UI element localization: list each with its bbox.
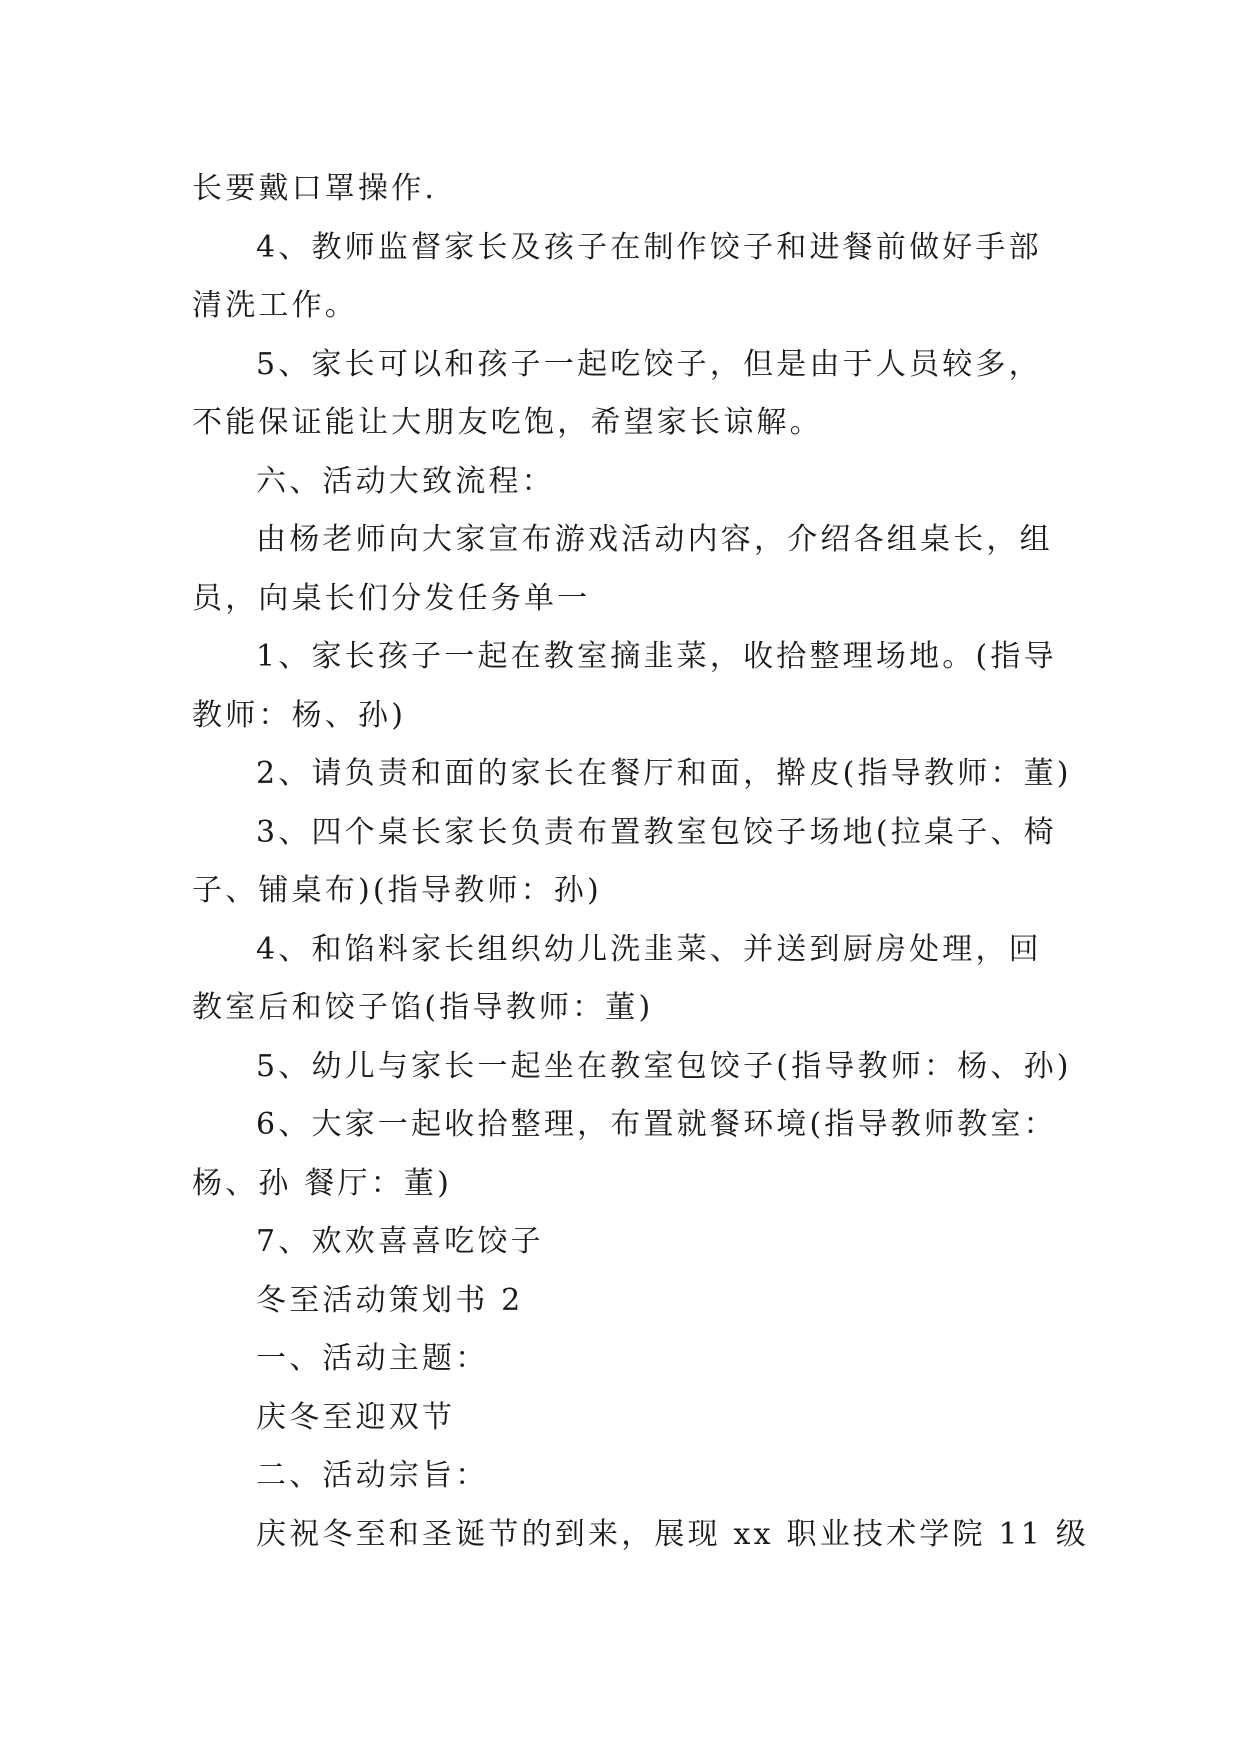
text-line: 5、幼儿与家长一起坐在教室包饺子(指导教师：杨、孙)	[256, 1048, 1072, 1084]
text-line: 庆祝冬至和圣诞节的到来，展现 xx 职业技术学院 11 级	[256, 1516, 1089, 1552]
text-line: 二、活动宗旨：	[256, 1458, 489, 1493]
text-line: 不能保证能让大朋友吃饱，希望家长谅解。	[192, 405, 823, 440]
text-line: 长要戴口罩操作.	[192, 171, 438, 206]
text-line: 六、活动大致流程：	[256, 463, 555, 499]
text-line: 由杨老师向大家宣布游戏活动内容，介绍各组桌长，组	[256, 522, 1053, 557]
text-line: 子、铺桌布)(指导教师：孙)	[192, 873, 602, 908]
text-line: 冬至活动策划书 2	[256, 1282, 524, 1318]
text-line: 2、请负责和面的家长在餐厅和面，擀皮(指导教师：董)	[256, 756, 1072, 791]
text-line: 清洗工作。	[192, 288, 358, 323]
text-line: 3、四个桌长家长负责布置教室包饺子场地(拉桌子、椅	[256, 814, 1057, 850]
text-line: 1、家长孩子一起在教室摘韭菜，收拾整理场地。(指导	[256, 639, 1057, 674]
document-body	[192, 160, 1089, 1564]
text-line: 5、家长可以和孩子一起吃饺子，但是由于人员较多，	[256, 346, 1042, 382]
text-line: 4、和馅料家长组织幼儿洗韭菜、并送到厨房处理，回	[256, 931, 1042, 967]
text-line: 一、活动主题：	[256, 1341, 489, 1376]
text-line: 7、欢欢喜喜吃饺子	[256, 1224, 544, 1259]
text-line: 教室后和饺子馅(指导教师：董)	[192, 990, 654, 1025]
text-line: 教师：杨、孙)	[192, 697, 407, 733]
text-line: 员，向桌长们分发任务单一	[192, 580, 591, 616]
text-line: 4、教师监督家长及孩子在制作饺子和进餐前做好手部	[256, 229, 1042, 265]
text-line: 庆冬至迎双节	[256, 1399, 456, 1435]
text-line: 6、大家一起收拾整理，布置就餐环境(指导教师教室：	[256, 1107, 1057, 1142]
text-line: 杨、孙 餐厅：董)	[192, 1165, 453, 1201]
